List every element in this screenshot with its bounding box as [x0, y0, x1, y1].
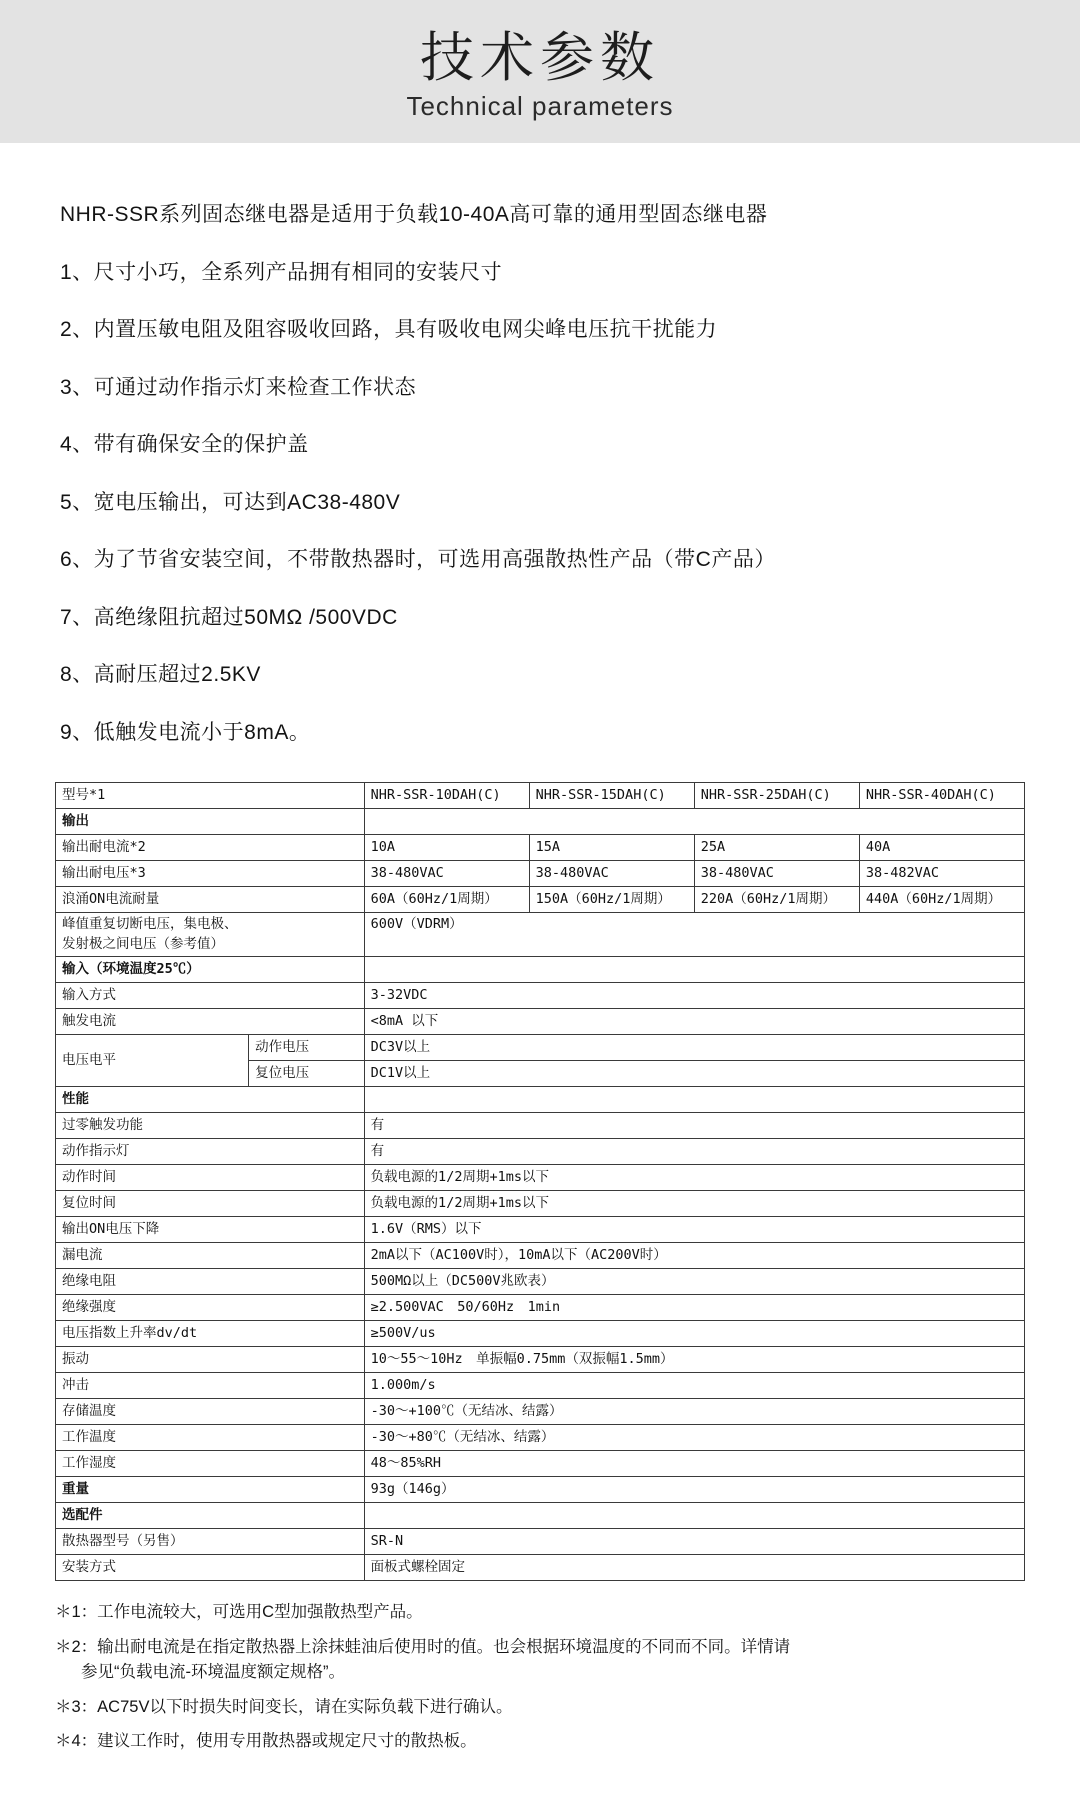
- row-value: 150A（60Hz/1周期）: [529, 887, 694, 913]
- table-row: [56, 1555, 1025, 1581]
- row-value: 负载电源的1/2周期+1ms以下: [364, 1191, 1024, 1217]
- row-sublabel: 动作电压: [249, 1035, 364, 1061]
- row-value: 600V（VDRM）: [364, 913, 1024, 957]
- table-row: [56, 887, 1025, 913]
- specification-table-wrapper: [0, 782, 1080, 1581]
- section-empty: [364, 1503, 1024, 1529]
- row-label-line1: 峰值重复切断电压，集电极、: [62, 916, 238, 932]
- table-header-model: NHR-SSR-40DAH(C): [859, 783, 1024, 809]
- row-value: -30～+100℃（无结冰、结露）: [364, 1399, 1024, 1425]
- row-value: 1.6V（RMS）以下: [364, 1217, 1024, 1243]
- table-row: [56, 1295, 1025, 1321]
- table-row: [56, 1087, 1025, 1113]
- row-value: 38-480VAC: [694, 861, 859, 887]
- row-label-line2: 发射极之间电压（参考值）: [62, 935, 224, 952]
- row-label: 存储温度: [56, 1399, 365, 1425]
- table-row: [56, 1139, 1025, 1165]
- row-label: 输出耐电压*3: [56, 861, 365, 887]
- row-value: 48～85%RH: [364, 1451, 1024, 1477]
- row-value: 38-480VAC: [364, 861, 529, 887]
- row-value: 38-480VAC: [529, 861, 694, 887]
- row-label: 动作指示灯: [56, 1139, 365, 1165]
- page-subtitle: Technical parameters: [406, 90, 674, 121]
- footnote-text: ＊2：输出耐电流是在指定散热器上涂抹蛙油后使用时的值。也会根据环境温度的不同而不同。详情请: [55, 1637, 791, 1656]
- table-row: [56, 957, 1025, 983]
- table-header-row: [56, 783, 1025, 809]
- section-empty: [364, 1087, 1024, 1113]
- row-value: 负载电源的1/2周期+1ms以下: [364, 1165, 1024, 1191]
- feature-item: 3、可通过动作指示灯来检查工作状态: [60, 375, 417, 399]
- table-header-model: NHR-SSR-25DAH(C): [694, 783, 859, 809]
- table-row: [56, 1347, 1025, 1373]
- row-value: 38-482VAC: [859, 861, 1024, 887]
- row-label: 过零触发功能: [56, 1113, 365, 1139]
- row-value: ≥2.500VAC 50/60Hz 1min: [364, 1295, 1024, 1321]
- table-header-model: NHR-SSR-15DAH(C): [529, 783, 694, 809]
- feature-item: 5、宽电压输出，可达到AC38-480V: [60, 490, 401, 514]
- row-value: 25A: [694, 835, 859, 861]
- feature-item: 2、内置压敏电阻及阻容吸收回路，具有吸收电网尖峰电压抗干扰能力: [60, 318, 718, 341]
- row-value: 220A（60Hz/1周期）: [694, 887, 859, 913]
- intro-paragraph: NHR-SSR系列固态继电器是适用于负载10-40A高可靠的通用型固态继电器: [60, 203, 768, 226]
- table-row: [56, 1477, 1025, 1503]
- footnotes: [0, 1581, 1080, 1795]
- row-value: DC1V以上: [364, 1061, 1024, 1087]
- table-header-label: 型号*1: [56, 783, 365, 809]
- row-value: 93g（146g）: [364, 1477, 1024, 1503]
- row-value: 有: [364, 1139, 1024, 1165]
- page-title: 技术参数: [420, 28, 660, 89]
- row-label: 浪涌ON电流耐量: [56, 887, 365, 913]
- table-row: [56, 1399, 1025, 1425]
- feature-item: 9、低触发电流小于8mA。: [60, 720, 311, 744]
- footnote: [55, 1695, 1025, 1721]
- table-row: [56, 861, 1025, 887]
- table-row: [56, 1165, 1025, 1191]
- table-row: [56, 809, 1025, 835]
- table-row: [56, 1009, 1025, 1035]
- footnote: [55, 1600, 1025, 1626]
- table-row: [56, 1035, 1025, 1061]
- row-value: 3-32VDC: [364, 983, 1024, 1009]
- table-row: [56, 1217, 1025, 1243]
- row-value: 500MΩ以上（DC500V兆欧表）: [364, 1269, 1024, 1295]
- table-row: [56, 1425, 1025, 1451]
- table-row: [56, 1113, 1025, 1139]
- table-row: [56, 1269, 1025, 1295]
- intro-section: [0, 143, 1080, 748]
- row-label: 工作湿度: [56, 1451, 365, 1477]
- table-row: [56, 983, 1025, 1009]
- section-label: 输出: [56, 809, 365, 835]
- table-row: [56, 1373, 1025, 1399]
- specification-table: [55, 782, 1025, 1581]
- table-header-model: NHR-SSR-10DAH(C): [364, 783, 529, 809]
- section-label: 输入（环境温度25℃）: [56, 957, 365, 983]
- row-value: 1.000m/s: [364, 1373, 1024, 1399]
- row-label: 动作时间: [56, 1165, 365, 1191]
- row-sublabel: 复位电压: [249, 1061, 364, 1087]
- row-label: 绝缘强度: [56, 1295, 365, 1321]
- section-empty: [364, 957, 1024, 983]
- table-row: [56, 1243, 1025, 1269]
- row-label: 触发电流: [56, 1009, 365, 1035]
- feature-item: 6、为了节省安装空间，不带散热器时，可选用高强散热性产品（带C产品）: [60, 548, 776, 571]
- feature-item: 7、高绝缘阻抗超过50MΩ /500VDC: [60, 605, 398, 629]
- footnote: [55, 1729, 1025, 1755]
- row-value: 面板式螺栓固定: [364, 1555, 1024, 1581]
- row-label: 绝缘电阻: [56, 1269, 365, 1295]
- table-row: [56, 1451, 1025, 1477]
- feature-item: 1、尺寸小巧，全系列产品拥有相同的安装尺寸: [60, 260, 503, 284]
- row-value: ≥500V/us: [364, 1321, 1024, 1347]
- row-value: 2mA以下（AC100V时），10mA以下（AC200V时）: [364, 1243, 1024, 1269]
- row-value: 60A（60Hz/1周期）: [364, 887, 529, 913]
- row-label: 漏电流: [56, 1243, 365, 1269]
- feature-item: 4、带有确保安全的保护盖: [60, 433, 309, 456]
- row-label: 安装方式: [56, 1555, 365, 1581]
- row-value: <8mA 以下: [364, 1009, 1024, 1035]
- footnote: [55, 1635, 1025, 1686]
- row-label: 输出ON电压下降: [56, 1217, 365, 1243]
- row-label: 电压电平: [56, 1035, 249, 1087]
- row-label: 工作温度: [56, 1425, 365, 1451]
- section-empty: [364, 809, 1024, 835]
- section-label: 性能: [56, 1087, 365, 1113]
- row-value: 15A: [529, 835, 694, 861]
- footnote-continuation: 参见“负载电流-环境温度额定规格”。: [81, 1663, 345, 1682]
- row-value: 440A（60Hz/1周期）: [859, 887, 1024, 913]
- row-value: 40A: [859, 835, 1024, 861]
- row-value: SR-N: [364, 1529, 1024, 1555]
- section-label: 选配件: [56, 1503, 365, 1529]
- footnote-text: ＊4：建议工作时，使用专用散热器或规定尺寸的散热板。: [55, 1732, 477, 1751]
- row-value: 10A: [364, 835, 529, 861]
- row-value: DC3V以上: [364, 1035, 1024, 1061]
- table-row: [56, 835, 1025, 861]
- row-label: [56, 913, 365, 957]
- row-value: 有: [364, 1113, 1024, 1139]
- footnote-text: ＊3：AC75V以下时损失时间变长，请在实际负载下进行确认。: [55, 1697, 513, 1716]
- row-label: 电压指数上升率dv/dt: [56, 1321, 365, 1347]
- feature-item: 8、高耐压超过2.5KV: [60, 663, 261, 686]
- row-value: -30～+80℃（无结冰、结露）: [364, 1425, 1024, 1451]
- table-row: [56, 1503, 1025, 1529]
- row-label: 冲击: [56, 1373, 365, 1399]
- table-row: [56, 1321, 1025, 1347]
- footnote-text: ＊1：工作电流较大，可选用C型加强散热型产品。: [55, 1603, 423, 1622]
- row-label: 复位时间: [56, 1191, 365, 1217]
- table-row: [56, 1191, 1025, 1217]
- page-banner: [0, 0, 1080, 143]
- table-row: [56, 913, 1025, 957]
- row-label: 重量: [56, 1477, 365, 1503]
- row-label: 振动: [56, 1347, 365, 1373]
- row-value: 10～55～10Hz 单振幅0.75mm（双振幅1.5mm）: [364, 1347, 1024, 1373]
- table-row: [56, 1529, 1025, 1555]
- row-label: 散热器型号（另售）: [56, 1529, 365, 1555]
- row-label: 输入方式: [56, 983, 365, 1009]
- row-label: 输出耐电流*2: [56, 835, 365, 861]
